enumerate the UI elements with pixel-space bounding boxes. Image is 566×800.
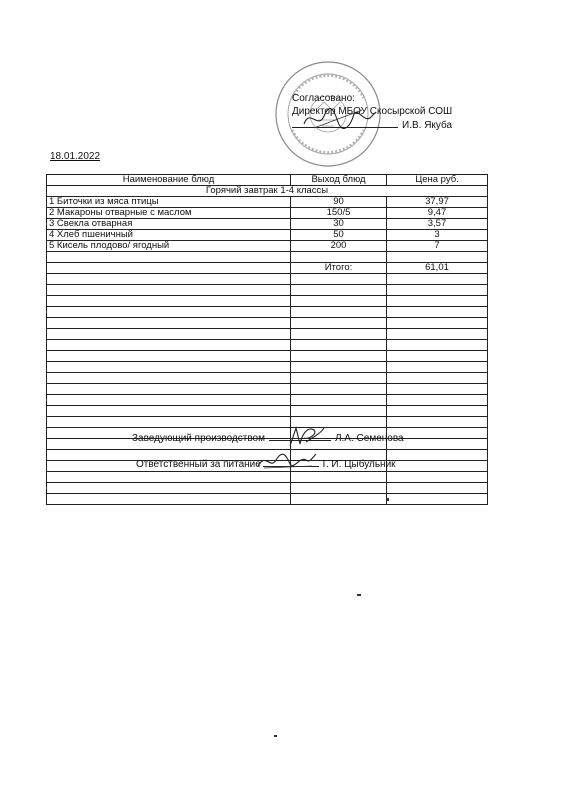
empty-row xyxy=(47,406,488,417)
dish-price: 3 xyxy=(387,230,488,241)
dish-name: 3 Свекла отварная xyxy=(47,219,291,230)
empty-row xyxy=(47,329,488,340)
production-manager-name: Л.А. Семенова xyxy=(334,433,404,444)
dish-name: 4 Хлеб пшеничный xyxy=(47,230,291,241)
total-row xyxy=(47,263,488,274)
scan-speck xyxy=(357,594,361,596)
dish-yield: 150/5 xyxy=(291,208,387,219)
table-row xyxy=(47,219,488,230)
empty-row xyxy=(47,472,488,483)
table-header-row xyxy=(47,175,488,186)
director-title: Директор МБОУ Скосырской СОШ xyxy=(292,106,453,117)
scan-speck xyxy=(274,735,277,737)
section-title: Горячий завтрак 1-4 классы xyxy=(47,186,488,197)
director-signature xyxy=(300,104,380,134)
dish-yield: 50 xyxy=(291,230,387,241)
dish-name: 5 Кисель плодово/ ягодный xyxy=(47,241,291,252)
header-dish-name: Наименование блюд xyxy=(47,175,291,186)
dish-price: 3,57 xyxy=(387,219,488,230)
dish-price: 37,97 xyxy=(387,197,488,208)
empty-row xyxy=(47,351,488,362)
total-value: 61,01 xyxy=(387,263,488,274)
dish-name: 1 Биточки из мяса птицы xyxy=(47,197,291,208)
empty-row xyxy=(47,417,488,428)
nutrition-responsible-signature xyxy=(254,450,320,472)
empty-row xyxy=(47,296,488,307)
total-label: Итого: xyxy=(291,263,387,274)
empty-row xyxy=(47,307,488,318)
header-yield: Выход блюд xyxy=(291,175,387,186)
dish-yield: 200 xyxy=(291,241,387,252)
approval-agreed: Согласовано: xyxy=(292,93,355,104)
header-price: Цена руб. xyxy=(387,175,488,186)
dish-price: 9,47 xyxy=(387,208,488,219)
dish-price: 7 xyxy=(387,241,488,252)
dish-yield: 90 xyxy=(291,197,387,208)
production-manager-line xyxy=(132,432,404,444)
empty-row xyxy=(47,274,488,285)
empty-row xyxy=(47,483,488,494)
scan-speck xyxy=(386,498,389,501)
table-row xyxy=(47,208,488,219)
table-row xyxy=(47,241,488,252)
empty-row xyxy=(47,318,488,329)
empty-row xyxy=(47,340,488,351)
director-name: И.В. Якуба xyxy=(402,120,453,131)
empty-row xyxy=(47,362,488,373)
nutrition-responsible-name: Т. И. Цыбульник xyxy=(320,459,396,470)
dish-name: 2 Макароны отварные с маслом xyxy=(47,208,291,219)
table-row xyxy=(47,197,488,208)
section-row xyxy=(47,186,488,197)
production-manager-signature xyxy=(284,424,328,450)
dish-yield: 30 xyxy=(291,219,387,230)
menu-date: 18.01.2022 xyxy=(50,151,101,162)
nutrition-responsible-label: Ответственный за питание xyxy=(136,459,261,470)
empty-row xyxy=(47,384,488,395)
empty-row xyxy=(47,285,488,296)
table-row xyxy=(47,230,488,241)
empty-row xyxy=(47,395,488,406)
production-manager-label: Заведующий производством xyxy=(132,433,265,444)
empty-row xyxy=(47,494,488,505)
empty-row xyxy=(47,373,488,384)
empty-row xyxy=(47,252,488,263)
